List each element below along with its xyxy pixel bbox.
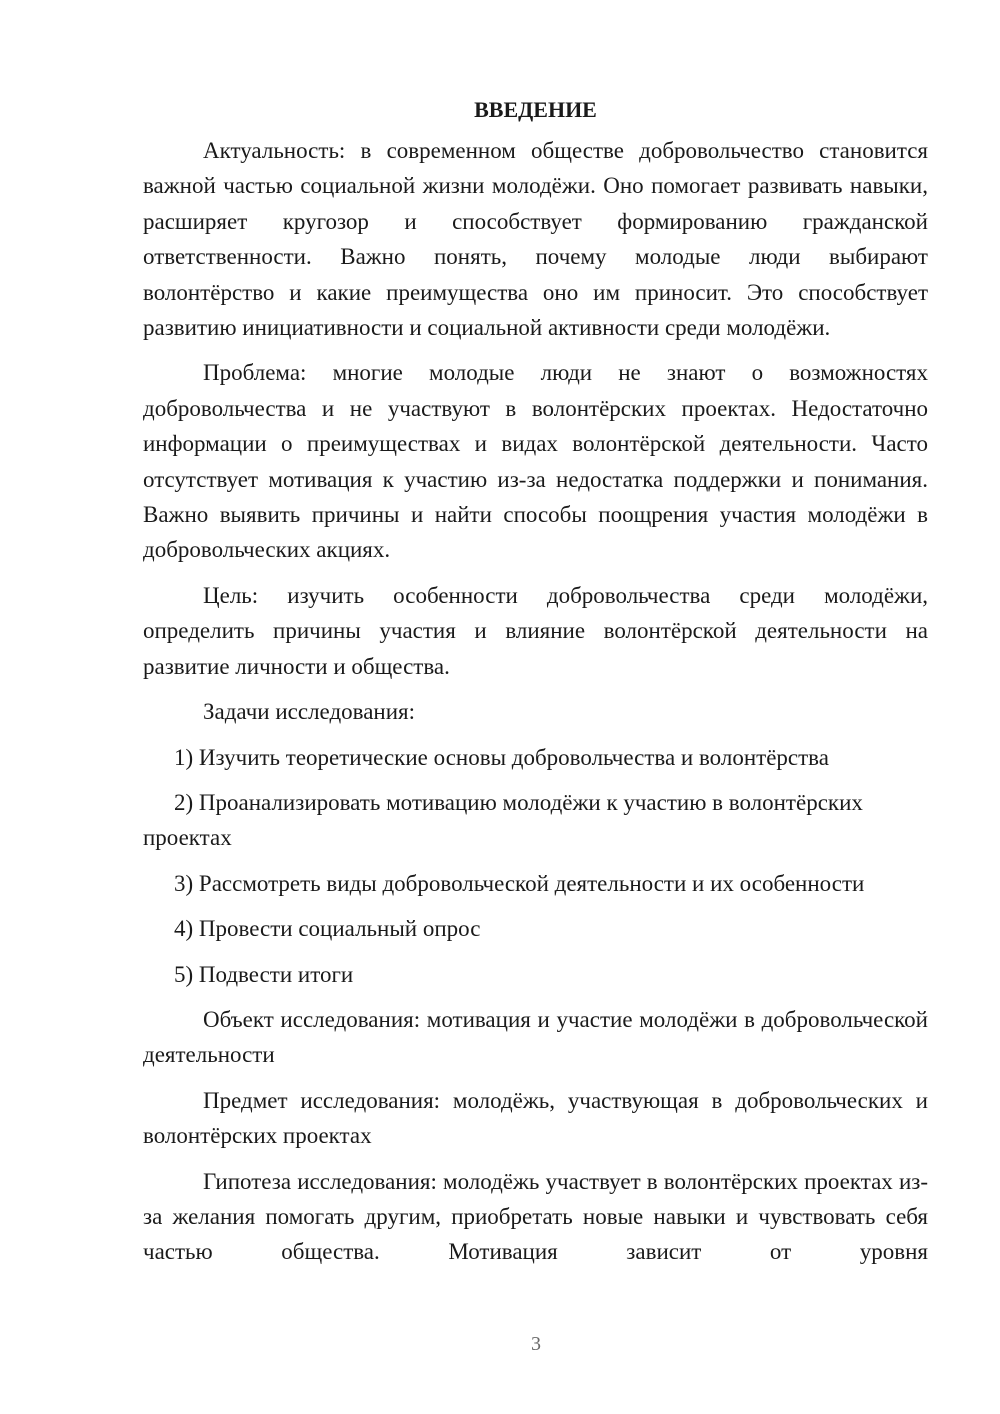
paragraph-hypothesis: Гипотеза исследования: молодёжь участвует в волонтёрских проектах из-за желания помогать другим, приобретать новые навыки и чувствовать себя частью общества. Мотивация зависит от уровня [143,1168,928,1265]
paragraph-object: Объект исследования: мотивация и участие молодёжи в добровольческой деятельности [143,1006,928,1068]
list-item: 1) Изучить теоретические основы добровольчества и волонтёрства [174,744,829,770]
document-body [143,92,928,1270]
list-item: 3) Рассмотреть виды добровольческой деятельности и их особенности [174,870,865,896]
page-number: 3 [531,1333,541,1355]
paragraph-goal: Цель: изучить особенности добровольчества среди молодёжи, определить причины участия и влияние волонтёрской деятельности на развитие личности и общества. [143,582,928,679]
tasks-heading: Задачи исследования: [203,699,416,725]
list-item: 2) Проанализировать мотивацию молодёжи к участию в волонтёрских проектах [143,789,863,851]
tasks-list [143,740,928,992]
list-item: 5) Подвести итоги [174,961,354,987]
paragraph-subject: Предмет исследования: молодёжь, участвующая в добровольческих и волонтёрских проектах [143,1087,928,1149]
paragraph-problem: Проблема: многие молодые люди не знают о возможностях добровольчества и не участвуют в волонтёрских проектах. Недостаточно информации о преимуществах и видах волонтёрской деятельности. Часто отсутствует мотивация к участию из-за недостатка поддержки и понимания. Важно выявить причины и найти способы поощрения участия молодёжи в добровольческих акциях. [143,360,928,563]
section-title: ВВЕДЕНИЕ [474,97,597,122]
paragraph-relevance: Актуальность: в современном обществе добровольчество становится важной частью социальной жизни молодёжи. Оно помогает развивать навыки, расширяет кругозор и способствует формированию гражданской ответственности. Важно понять, почему молодые люди выбирают волонтёрство и какие преимущества оно им приносит. Это способствует развитию инициативности и социальной активности среди молодёжи. [143,138,928,341]
list-item: 4) Провести социальный опрос [174,916,481,942]
